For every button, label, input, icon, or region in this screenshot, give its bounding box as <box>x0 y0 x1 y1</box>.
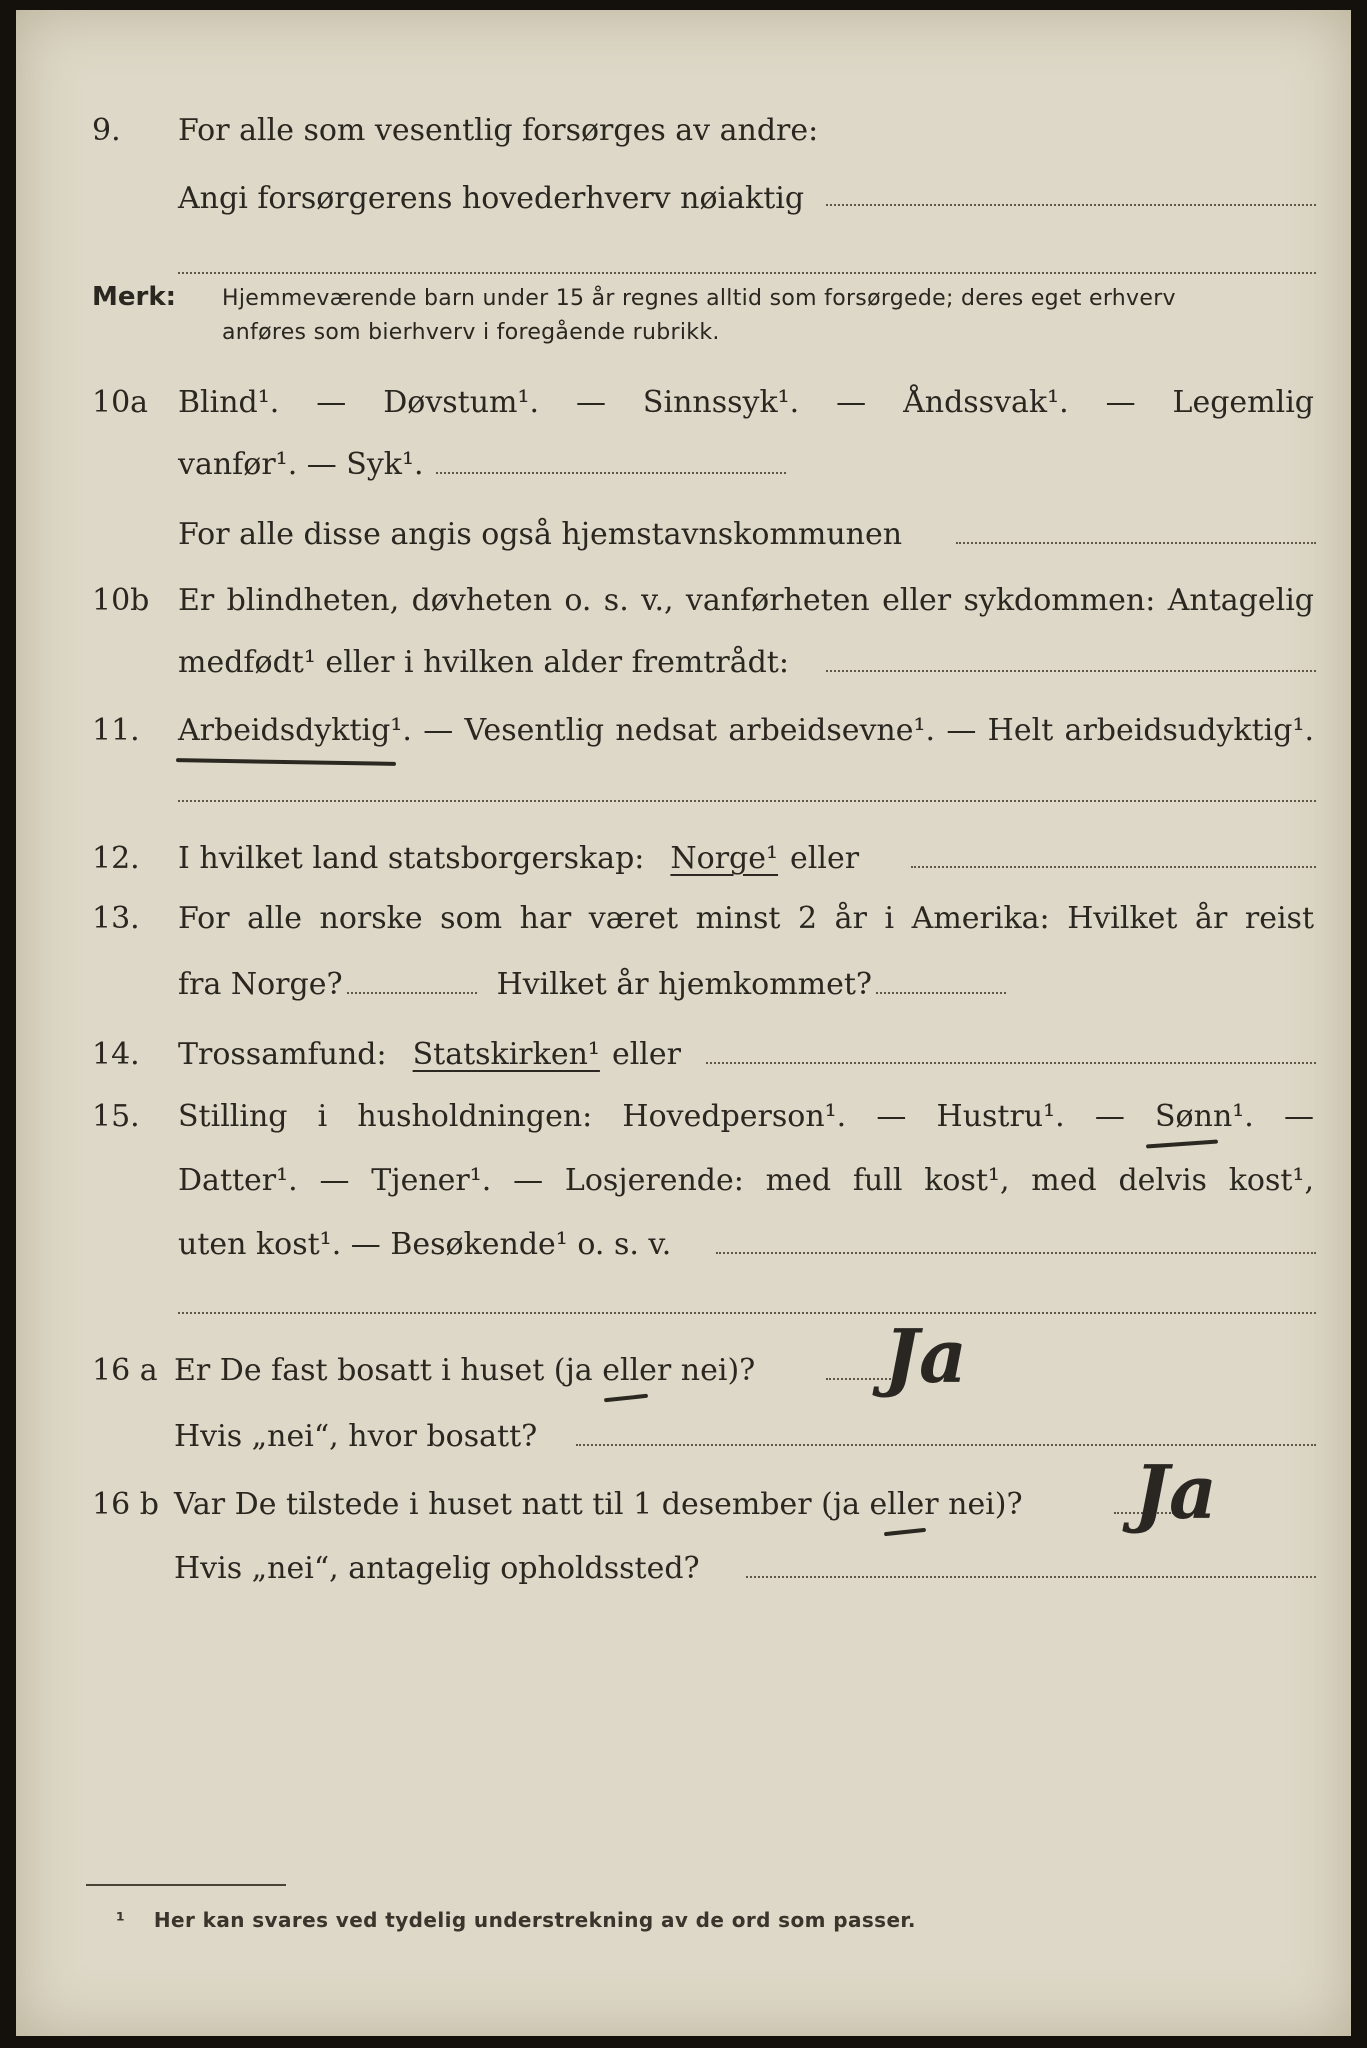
question-text: Arbeidsdyktig¹. — Vesentlig nedsat arbeidsevne¹. — Helt arbeidsudyktig¹. <box>178 713 1314 748</box>
question-text: For alle norske som har været minst 2 år i Amerika: Hvilket år reist <box>178 901 1314 936</box>
handwritten-answer: Ja <box>884 1314 967 1400</box>
question-suffix: eller <box>611 1037 681 1072</box>
question-9 <box>16 108 1351 154</box>
handwritten-answer: Ja <box>1134 1450 1217 1536</box>
question-number: 11. <box>92 713 140 748</box>
question-text: Hvis „nei“, antagelig opholdssted? <box>174 1551 700 1586</box>
note-label: Merk: <box>92 282 177 312</box>
question-text: Hvis „nei“, hvor bosatt? <box>174 1419 538 1454</box>
question-text: uten kost¹. — Besøkende¹ o. s. v. <box>178 1227 672 1262</box>
question-13 <box>16 896 1351 942</box>
question-text: Er blindheten, døvheten o. s. v., vanførheten eller sykdommen: Antagelig <box>178 583 1314 618</box>
answer-field[interactable] <box>956 542 1316 544</box>
question-12 <box>16 836 1351 882</box>
question-text <box>178 836 859 882</box>
question-14 <box>16 1032 1351 1078</box>
handwritten-underline <box>884 1528 926 1536</box>
question-text: Stilling i husholdningen: Hovedperson¹. — Hustru¹. — Sønn¹. — <box>178 1099 1314 1134</box>
footnote-rule <box>86 1884 286 1886</box>
handwritten-underline <box>176 758 396 766</box>
answer-field[interactable] <box>576 1444 1316 1446</box>
question-number: 9. <box>92 113 121 148</box>
note-line: Hjemmeværende barn under 15 år regnes alltid som forsørgede; deres eget erhverv <box>222 286 1176 311</box>
answer-field[interactable] <box>347 992 477 994</box>
question-11 <box>16 708 1351 754</box>
question-number: 12. <box>92 841 140 876</box>
answer-field[interactable] <box>178 1312 1316 1314</box>
question-10a-line2 <box>16 442 1351 488</box>
question-15-line2 <box>16 1158 1351 1204</box>
handwritten-underline <box>1146 1139 1218 1148</box>
question-text: For alle som vesentlig forsørges av andre: <box>178 113 819 148</box>
question-number: 10b <box>92 583 150 618</box>
answer-field[interactable] <box>706 1062 1316 1064</box>
answer-field[interactable] <box>178 272 1316 274</box>
question-number: 14. <box>92 1037 140 1072</box>
question-number: 16 b <box>92 1487 159 1522</box>
note-text <box>222 282 1311 350</box>
question-text <box>178 1032 681 1078</box>
question-part: fra Norge? <box>178 967 343 1002</box>
question-10a <box>16 380 1351 426</box>
question-10b-line2 <box>16 640 1351 686</box>
question-text: medfødt¹ eller i hvilken alder fremtrådt: <box>178 645 789 680</box>
question-text: Er De fast bosatt i huset (ja eller nei)? <box>174 1353 756 1388</box>
question-13-line2 <box>16 962 1351 1008</box>
question-15-line3 <box>16 1222 1351 1268</box>
question-15 <box>16 1094 1351 1140</box>
note-line: anføres som bierhverv i foregående rubrikk. <box>222 320 720 345</box>
question-prefix: I hvilket land statsborgerskap: <box>178 841 645 876</box>
answer-field[interactable] <box>911 866 1316 868</box>
answer-field[interactable] <box>826 204 1316 206</box>
answer-field[interactable] <box>716 1252 1316 1254</box>
question-text: Blind¹. — Døvstum¹. — Sinnssyk¹. — Åndssvak¹. — Legemlig <box>178 385 1314 420</box>
question-9-line2 <box>16 176 1351 222</box>
question-number: 16 a <box>92 1353 158 1388</box>
answer-field[interactable] <box>178 800 1316 802</box>
answer-field[interactable] <box>746 1576 1316 1578</box>
question-suffix: eller <box>790 841 860 876</box>
question-text: Datter¹. — Tjener¹. — Losjerende: med full kost¹, med delvis kost¹, <box>178 1163 1314 1198</box>
answer-field[interactable] <box>436 472 786 474</box>
answer-field[interactable] <box>876 992 1006 994</box>
handwritten-underline <box>604 1394 648 1403</box>
question-text <box>178 962 1006 1008</box>
question-text: Var De tilstede i huset natt til 1 desember (ja eller nei)? <box>174 1487 1023 1522</box>
footnote <box>116 1908 916 1932</box>
question-16a <box>16 1348 1351 1394</box>
answer-field[interactable] <box>826 670 1316 672</box>
underlined-option: Statskirken¹ <box>412 1037 600 1072</box>
question-prefix: Trossamfund: <box>178 1037 387 1072</box>
footnote-text: Her kan svares ved tydelig understrekning av de ord som passer. <box>153 1908 916 1932</box>
question-number: 10a <box>92 385 149 420</box>
question-10a-line3 <box>16 512 1351 558</box>
question-text: Angi forsørgerens hovederhverv nøiaktig <box>178 181 805 216</box>
footnote-mark: ¹ <box>116 1908 126 1932</box>
question-number: 13. <box>92 901 140 936</box>
underlined-option: Norge¹ <box>670 841 779 876</box>
question-text: vanfør¹. — Syk¹. <box>178 447 424 482</box>
question-part: Hvilket år hjemkommet? <box>496 967 873 1002</box>
question-number: 15. <box>92 1099 140 1134</box>
question-text: For alle disse angis også hjemstavnskommunen <box>178 517 903 552</box>
question-10b <box>16 578 1351 624</box>
question-16b-line2 <box>16 1546 1351 1592</box>
census-form-page <box>16 10 1351 2036</box>
